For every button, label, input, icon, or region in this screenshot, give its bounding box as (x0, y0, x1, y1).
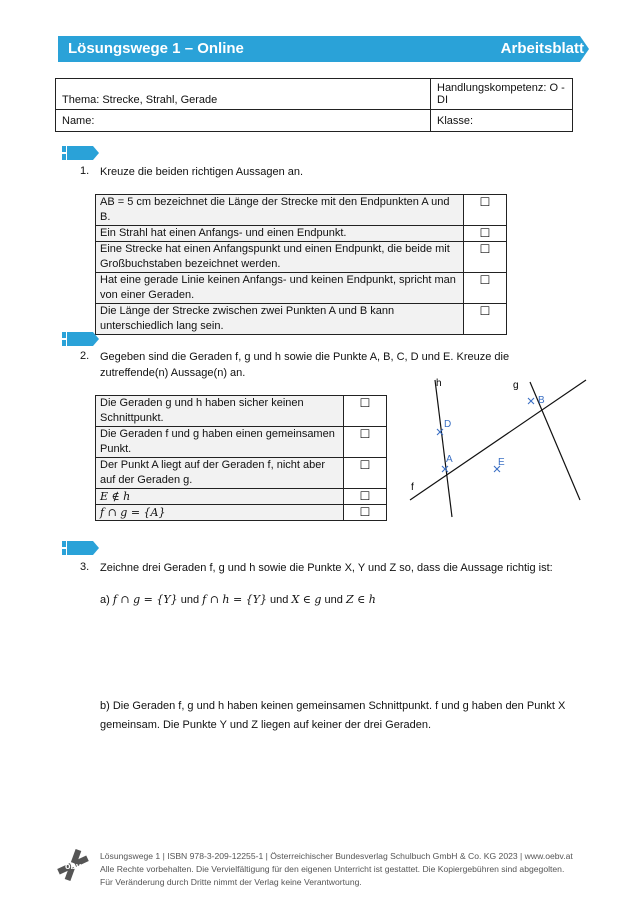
table-row (96, 458, 387, 489)
footer-text (100, 850, 573, 889)
table-row (96, 226, 507, 242)
table-row (96, 489, 387, 505)
oebv-logo (56, 848, 90, 882)
table-row (96, 195, 507, 226)
line-f (410, 380, 586, 500)
footer-line-1: Lösungswege 1 | ISBN 978-3-209-12255-1 | Österreichischer Bundesverlag Schulbuch GmbH & Co. KG 2023 | www.oebv.at (100, 851, 573, 861)
table-row (96, 396, 387, 427)
statement-text: Der Punkt A liegt auf der Geraden f, nicht aber auf der Geraden g. (96, 458, 344, 489)
q1-text: Kreuze die beiden richtigen Aussagen an. (100, 166, 304, 178)
q3a-und-2: und (270, 594, 289, 606)
checkbox[interactable]: ☐ (344, 505, 387, 521)
statement-text: Eine Strecke hat einen Anfangspunkt und einen Endpunkt, die beide mit Großbuchstaben bezeichnet werden. (96, 242, 464, 273)
q3a-expr-3: X ∈ g (291, 593, 322, 606)
point-A-marker (442, 466, 448, 472)
header-worksheet-label: Arbeitsblatt (500, 40, 584, 57)
table-row (96, 505, 387, 521)
q3a-expr-2: f ∩ h = {Y} (202, 593, 267, 606)
q3b-line-1: b) Die Geraden f, g und h haben keinen gemeinsamen Schnittpunkt. f und g haben den Punkt X (100, 700, 566, 712)
lines-diagram (400, 372, 590, 520)
q2-statement-table (95, 395, 387, 521)
statement-text: Die Geraden g und h haben sicher keinen Schnittpunkt. (96, 396, 344, 427)
checkbox[interactable]: ☐ (464, 195, 507, 226)
line-h (435, 380, 452, 517)
table-row (96, 242, 507, 273)
q3a-label: a) (100, 594, 110, 606)
q3a-und-3: und (324, 594, 343, 606)
statement-text: Hat eine gerade Linie keinen Anfangs- und keinen Endpunkt, spricht man von einer Geraden. (96, 273, 464, 304)
label-B: B (538, 395, 545, 406)
logo-text: öbv (64, 861, 82, 871)
label-f: f (411, 482, 414, 493)
label-g: g (513, 380, 519, 391)
statement-text: Ein Strahl hat einen Anfangs- und einen Endpunkt. (96, 226, 464, 242)
table-row (96, 304, 507, 335)
statement-text: Die Geraden f und g haben einen gemeinsamen Punkt. (96, 427, 344, 458)
task-marker-icon (62, 332, 98, 346)
q1-number: 1. (80, 165, 90, 177)
q3a-expr-1: f ∩ g = {Y} (112, 593, 178, 606)
point-D-marker (437, 429, 443, 435)
label-E: E (498, 457, 505, 468)
label-h: h (436, 378, 442, 389)
table-row (96, 427, 387, 458)
q3a-und-1: und (180, 594, 200, 606)
label-A: A (446, 454, 453, 465)
footer-line-3: Für Veränderung durch Dritte nimmt der Verlag keine Verantwortung. (100, 877, 362, 887)
meta-table (55, 78, 573, 132)
q3-part-a (100, 590, 376, 610)
checkbox[interactable]: ☐ (344, 458, 387, 489)
header-title: Lösungswege 1 – Online (68, 40, 244, 57)
q1-statement-table (95, 194, 507, 335)
q3b-line-2: gemeinsam. Die Punkte Y und Z liegen auf keiner der drei Geraden. (100, 719, 432, 731)
name-cell[interactable]: Name: (56, 110, 431, 132)
label-D: D (444, 419, 452, 430)
topic-cell: Thema: Strecke, Strahl, Gerade (56, 79, 431, 110)
checkbox[interactable]: ☐ (344, 489, 387, 505)
task-marker-icon (62, 146, 98, 160)
checkbox[interactable]: ☐ (344, 427, 387, 458)
checkbox[interactable]: ☐ (344, 396, 387, 427)
task-marker-icon (62, 541, 98, 555)
class-cell[interactable]: Klasse: (431, 110, 573, 132)
footer-line-2: Alle Rechte vorbehalten. Die Vervielfältigung für den eigenen Unterricht ist gestattet. Die Kopiergebühren sind abgegolten. (100, 864, 565, 874)
statement-text: f ∩ g = {A} (96, 505, 344, 521)
q2-text: Gegeben sind die Geraden f, g und h sowie die Punkte A, B, C, D und E. Kreuze die zutreffende(n) Aussage(n) an. (100, 351, 510, 379)
checkbox[interactable]: ☐ (464, 242, 507, 273)
point-B-marker (528, 398, 534, 404)
q3a-expr-4: Z ∈ h (345, 593, 376, 606)
statement-text: Die Länge der Strecke zwischen zwei Punkten A und B kann unterschiedlich lang sein. (96, 304, 464, 335)
checkbox[interactable]: ☐ (464, 226, 507, 242)
statement-text: E ∉ h (96, 489, 344, 505)
checkbox[interactable]: ☐ (464, 273, 507, 304)
competence-cell: Handlungskompetenz: O - DI (431, 79, 573, 110)
table-row (96, 273, 507, 304)
statement-text: AB = 5 cm bezeichnet die Länge der Strecke mit den Endpunkten A und B. (96, 195, 464, 226)
checkbox[interactable]: ☐ (464, 304, 507, 335)
q2-number: 2. (80, 350, 90, 362)
q3-part-b (100, 697, 565, 735)
q3-text: Zeichne drei Geraden f, g und h sowie die Punkte X, Y und Z so, dass die Aussage richtig ist: (100, 562, 553, 574)
q3-number: 3. (80, 561, 90, 573)
